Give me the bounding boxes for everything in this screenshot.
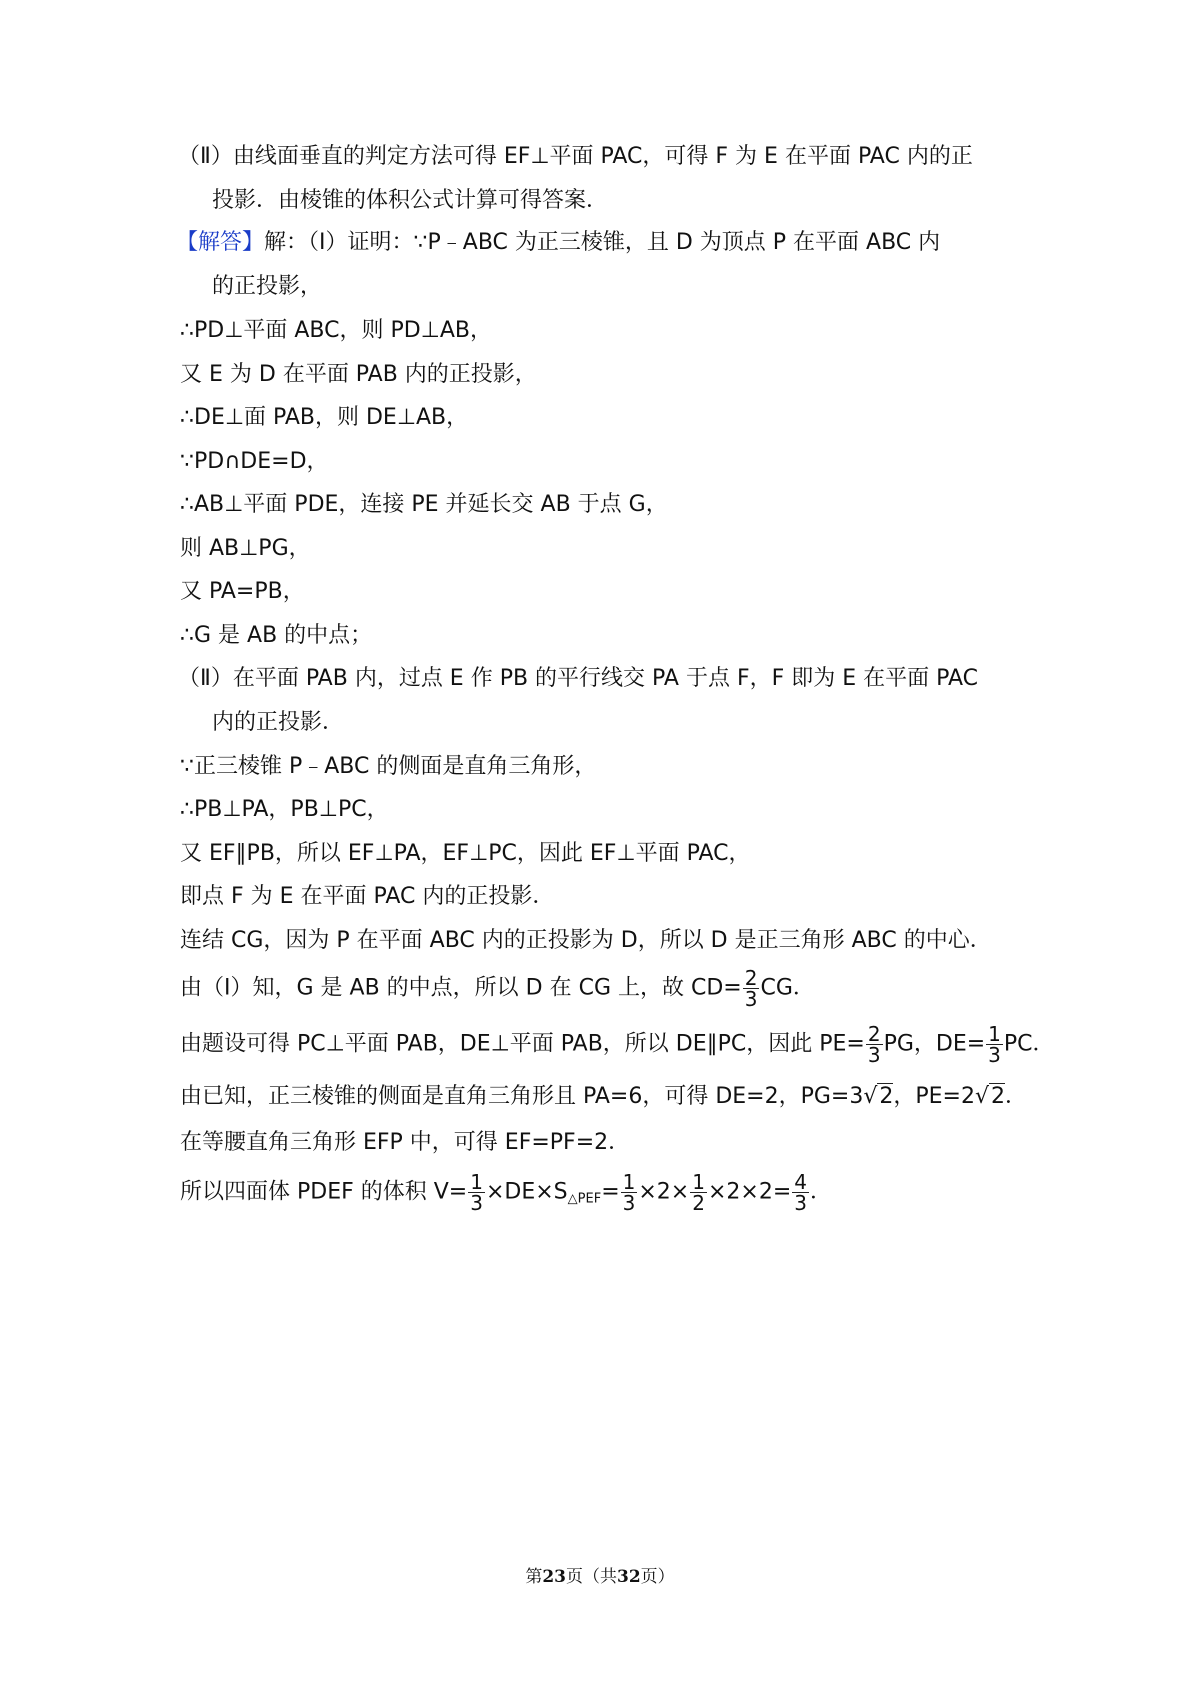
answer-tag: 【解答】	[176, 230, 265, 255]
text-span: 解：（Ⅰ）证明：∵P﹣ABC 为正三棱锥，且 D 为顶点 P 在平面 ABC 内	[264, 230, 941, 255]
text-span: 由（Ⅰ）知，G 是 AB 的中点，所以 D 在 CG 上，故 CD=	[180, 975, 742, 1001]
fraction	[468, 1172, 485, 1213]
text-span: ×2×2=	[707, 1179, 792, 1205]
numerator: 2	[744, 966, 758, 990]
text-line: 又 E 为 D 在平面 PAB 内的正投影，	[180, 362, 537, 387]
text-span: =	[601, 1179, 620, 1205]
text-line: 投影．由棱锥的体积公式计算可得答案．	[212, 188, 609, 213]
radicand: 2	[991, 1084, 1006, 1109]
text-line: 连结 CG，因为 P 在平面 ABC 内的正投影为 D，所以 D 是正三角形 ABC 的中心．	[180, 928, 992, 953]
text-span: PG，DE=	[883, 1031, 986, 1057]
fraction	[621, 1172, 638, 1213]
text-line: ∴AB⊥平面 PDE，连接 PE 并延长交 AB 于点 G，	[180, 492, 668, 517]
text-line: ∴PD⊥平面 ABC，则 PD⊥AB，	[180, 318, 492, 343]
text-line: 内的正投影．	[212, 710, 345, 735]
text-span: CG．	[760, 975, 815, 1001]
text-line: 的正投影，	[212, 274, 323, 299]
text-line: 在等腰直角三角形 EFP 中，可得 EF=PF=2．	[180, 1130, 631, 1155]
text-line	[180, 1172, 832, 1215]
text-span: 由题设可得 PC⊥平面 PAB，DE⊥平面 PAB，所以 DE∥PC，因此 PE=	[180, 1031, 865, 1057]
numerator: 2	[867, 1022, 881, 1046]
text-line: 即点 F 为 E 在平面 PAC 内的正投影．	[180, 884, 555, 909]
page-total: 32	[617, 1567, 641, 1587]
denominator: 3	[988, 1043, 1001, 1067]
text-span: ×2×	[638, 1179, 690, 1205]
denominator: 3	[867, 1043, 881, 1067]
footer-suffix: 页）	[640, 1567, 675, 1587]
text-span: PC．	[1003, 1031, 1055, 1057]
numerator: 1	[622, 1170, 636, 1194]
text-line: （Ⅱ）在平面 PAB 内，过点 E 作 PB 的平行线交 PA 于点 F，F 即为 E 在平面 PAC	[178, 666, 979, 691]
text-line	[176, 228, 940, 258]
text-line	[180, 968, 815, 1009]
text-line: 又 EF∥PB，所以 EF⊥PA，EF⊥PC，因此 EF⊥平面 PAC，	[180, 841, 751, 866]
text-span: ，PE=2	[893, 1084, 975, 1109]
square-root: √2	[863, 1084, 894, 1109]
text-line: 则 AB⊥PG，	[180, 536, 311, 561]
denominator: 3	[470, 1191, 483, 1215]
numerator: 1	[692, 1170, 705, 1194]
fraction	[866, 1024, 883, 1065]
denominator: 2	[692, 1191, 705, 1215]
text-line: ∴PB⊥PA，PB⊥PC，	[180, 797, 389, 822]
fraction	[986, 1024, 1003, 1065]
text-span: 由已知，正三棱锥的侧面是直角三角形且 PA=6，可得 DE=2，PG=3	[180, 1084, 864, 1109]
text-span: ×DE×S	[485, 1179, 568, 1205]
text-line	[180, 1024, 1055, 1065]
text-line: 又 PA=PB，	[180, 579, 305, 604]
fraction	[690, 1172, 707, 1213]
numerator: 1	[470, 1170, 483, 1194]
subscript: △PEF	[567, 1191, 602, 1207]
fraction	[792, 1172, 809, 1213]
text-span: ．	[810, 1179, 833, 1205]
numerator: 1	[988, 1022, 1001, 1046]
text-line: ∵PD∩DE=D，	[180, 449, 329, 474]
page-number: 23	[542, 1567, 566, 1587]
fraction	[743, 968, 760, 1009]
footer-prefix: 第	[525, 1567, 543, 1587]
denominator: 3	[794, 1191, 807, 1215]
text-line: ∴G 是 AB 的中点；	[180, 623, 373, 648]
text-span: 所以四面体 PDEF 的体积 V=	[180, 1179, 468, 1205]
square-root: √2	[975, 1084, 1006, 1109]
text-line: ∵正三棱锥 P﹣ABC 的侧面是直角三角形，	[180, 754, 597, 779]
page-footer	[0, 1562, 1200, 1587]
text-line	[180, 1082, 1027, 1112]
numerator: 4	[794, 1170, 807, 1194]
text-line: ∴DE⊥面 PAB，则 DE⊥AB，	[180, 405, 469, 430]
text-span: ．	[1005, 1084, 1028, 1109]
footer-mid: 页（共	[566, 1567, 617, 1587]
text-line: （Ⅱ）由线面垂直的判定方法可得 EF⊥平面 PAC，可得 F 为 E 在平面 PAC 内的正	[178, 144, 973, 169]
denominator: 3	[744, 987, 758, 1011]
denominator: 3	[622, 1191, 636, 1215]
radicand: 2	[879, 1084, 894, 1109]
